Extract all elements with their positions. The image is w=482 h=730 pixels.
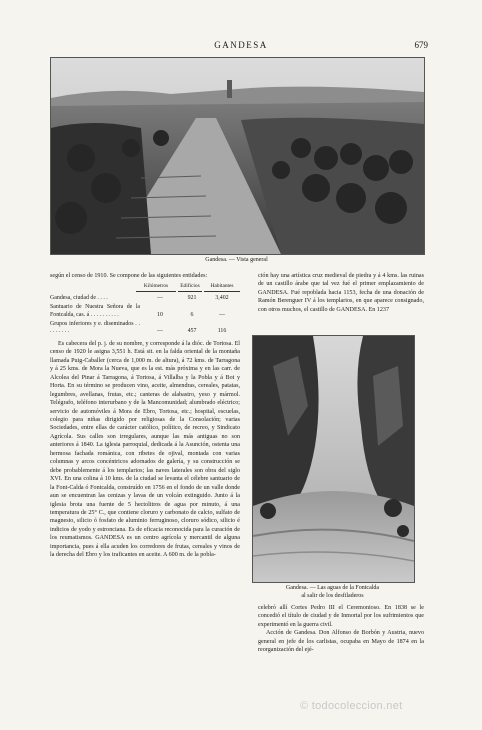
photo-landscape-image [51, 58, 424, 254]
row-buildings: 6 [190, 311, 194, 318]
page-number: 679 [414, 40, 428, 50]
row-km: 10 [157, 311, 163, 318]
table-row [50, 304, 240, 319]
intro-text: según el censo de 1910. Se compone de las siguientes entidades: [50, 273, 208, 279]
running-header-title: GANDESA [214, 40, 268, 50]
right-text-column-top [258, 272, 424, 314]
header-buildings: Edificios [178, 283, 202, 291]
photo-caption-general-view: Gandesa. — Vista general [205, 257, 268, 263]
header-inhabitants: Habitantes [204, 283, 240, 291]
left-text-column [50, 272, 240, 560]
history-paragraph: celebró allí Cortes Pedro III el Ceremonioso. En 1838 se le concedió el título de ciudad y de Inmortal por los sufrimientos que experimentó en la guerra civil. [258, 605, 424, 628]
row-inhabitants: — [219, 311, 225, 318]
main-paragraph: Es cabecera del p. j. de su nombre, y corresponde á la dióc. de Tortosa. El censo de 1920 le asigna 3,551 h. Está sit. en la falda oriental de la montaña llamada Puig-Caballer (cerca de 1,000 m. de altura), á 72 kms. de Tarragona y á 25 kms. de Mora la Nueva, que es la est. más próxima y en las carr. de Alcolea del Pinar á Tarragona, á Tortosa, á Villalba y la Pobla y á Bot y Horta. En su término se producen vino, aceite, almendras, cereales, patatas, legumbres, avellanas, frutas, etc.; canteras de alabastro, yeso y mármol. Telégrafo, teléfono interurbano y de la Mancomunidad; alumbrado eléctrico; servicio de automóviles á Mora de Ebro, Tortosa, etc.; hospital, escuelas, colegio para niñas dirigido por religiosas de la Consolación; varias Sociedades, entre ellas de carácter católico, político, de recreo, y Sindicato Agrícola. Sus calles son irregulares, aunque las más antiguas no son anteriores á 1840. La iglesia parroquial, dedicada á la Asunción, ostenta una hermosa fachada románica, con ribetes de ojival, montada con varias columnas y arcos concéntricos adornados de galería, y su construcción se debe probablemente á los templarios; las naves laterales son obra del siglo XVI. En una colina á 10 kms. de la ciudad se levanta el célebre santuario de la Font-Calda ó Fontcalda, construído en 1756 en el fondo de un valle donde aun se encuentran las cenizas y lavas de un volcán extinguido. Junto á la iglesia brota una fuente de 5 hectolitros de agua por minuto, á una temperatura de 25° C., que contiene cloruro y carbonato de calcio, sulfato de magnesio, silicio ó fosfato de aluminio ferruginoso, cloruro sódico, silicio é indicios de yodo y estronciana. Es de eficacia reconocida para la curación de los reumatismos. GANDESA es un centro agrícola y mercantil de alguna importancia, pues á ella acuden los corredores de frutas, cereales y vinos de la derecha del Ebro y los traficantes en aceite. A 600 m. de la pobla- [50, 340, 240, 559]
photo-gorge-image [253, 336, 414, 582]
population-table [50, 283, 240, 335]
row-name: Grupos inferiores y e. diseminados . . . . . . . . . [50, 321, 140, 335]
photo-caption-fontcalda [252, 585, 413, 600]
header-km: Kilómetros [136, 283, 176, 291]
row-inhabitants: 116 [217, 328, 227, 335]
row-inhabitants: 3,402 [215, 294, 229, 301]
row-buildings: 921 [187, 294, 197, 301]
caption-line-2: al salir de los desfiladeros [301, 592, 364, 599]
photo-general-view [50, 57, 425, 255]
table-row [50, 295, 240, 302]
table-row [50, 321, 240, 336]
population-table-header [50, 283, 240, 291]
right-text-column-bottom [258, 604, 424, 655]
battle-paragraph: Acción de Gandesa. Don Alfonso de Borbón y Austria, nuevo general en jefe de los carlistas, ocupaba en Mayo de 1874 en la reorganización del ejé- [258, 630, 424, 654]
row-name: Gandesa, ciudad de . . . . [50, 294, 108, 301]
continuation-paragraph: ción hay una artística cruz medieval de piedra y á 4 kms. las ruinas de un castillo árabe que tal vez fué el primer emplazamiento de GANDESA. Fué repoblada hacia 1153, fecha de una donación de Ramón Berenguer IV á los templarios, en que aparece consignado, con otros muchos, el castillo de GANDESA. En 1237 [258, 273, 424, 313]
caption-line-1: Gandesa. — Las aguas de la Fontcalda [285, 585, 380, 591]
watermark-text: © todocoleccion.net [300, 700, 403, 712]
row-name: Santuario de Nuestra Señora de la Fontcalda, cas. á . . . . . . . . . . [50, 304, 140, 318]
row-buildings: 457 [187, 328, 197, 335]
row-km: — [157, 328, 163, 335]
row-km: — [157, 294, 163, 301]
photo-fontcalda-waters [252, 335, 415, 583]
